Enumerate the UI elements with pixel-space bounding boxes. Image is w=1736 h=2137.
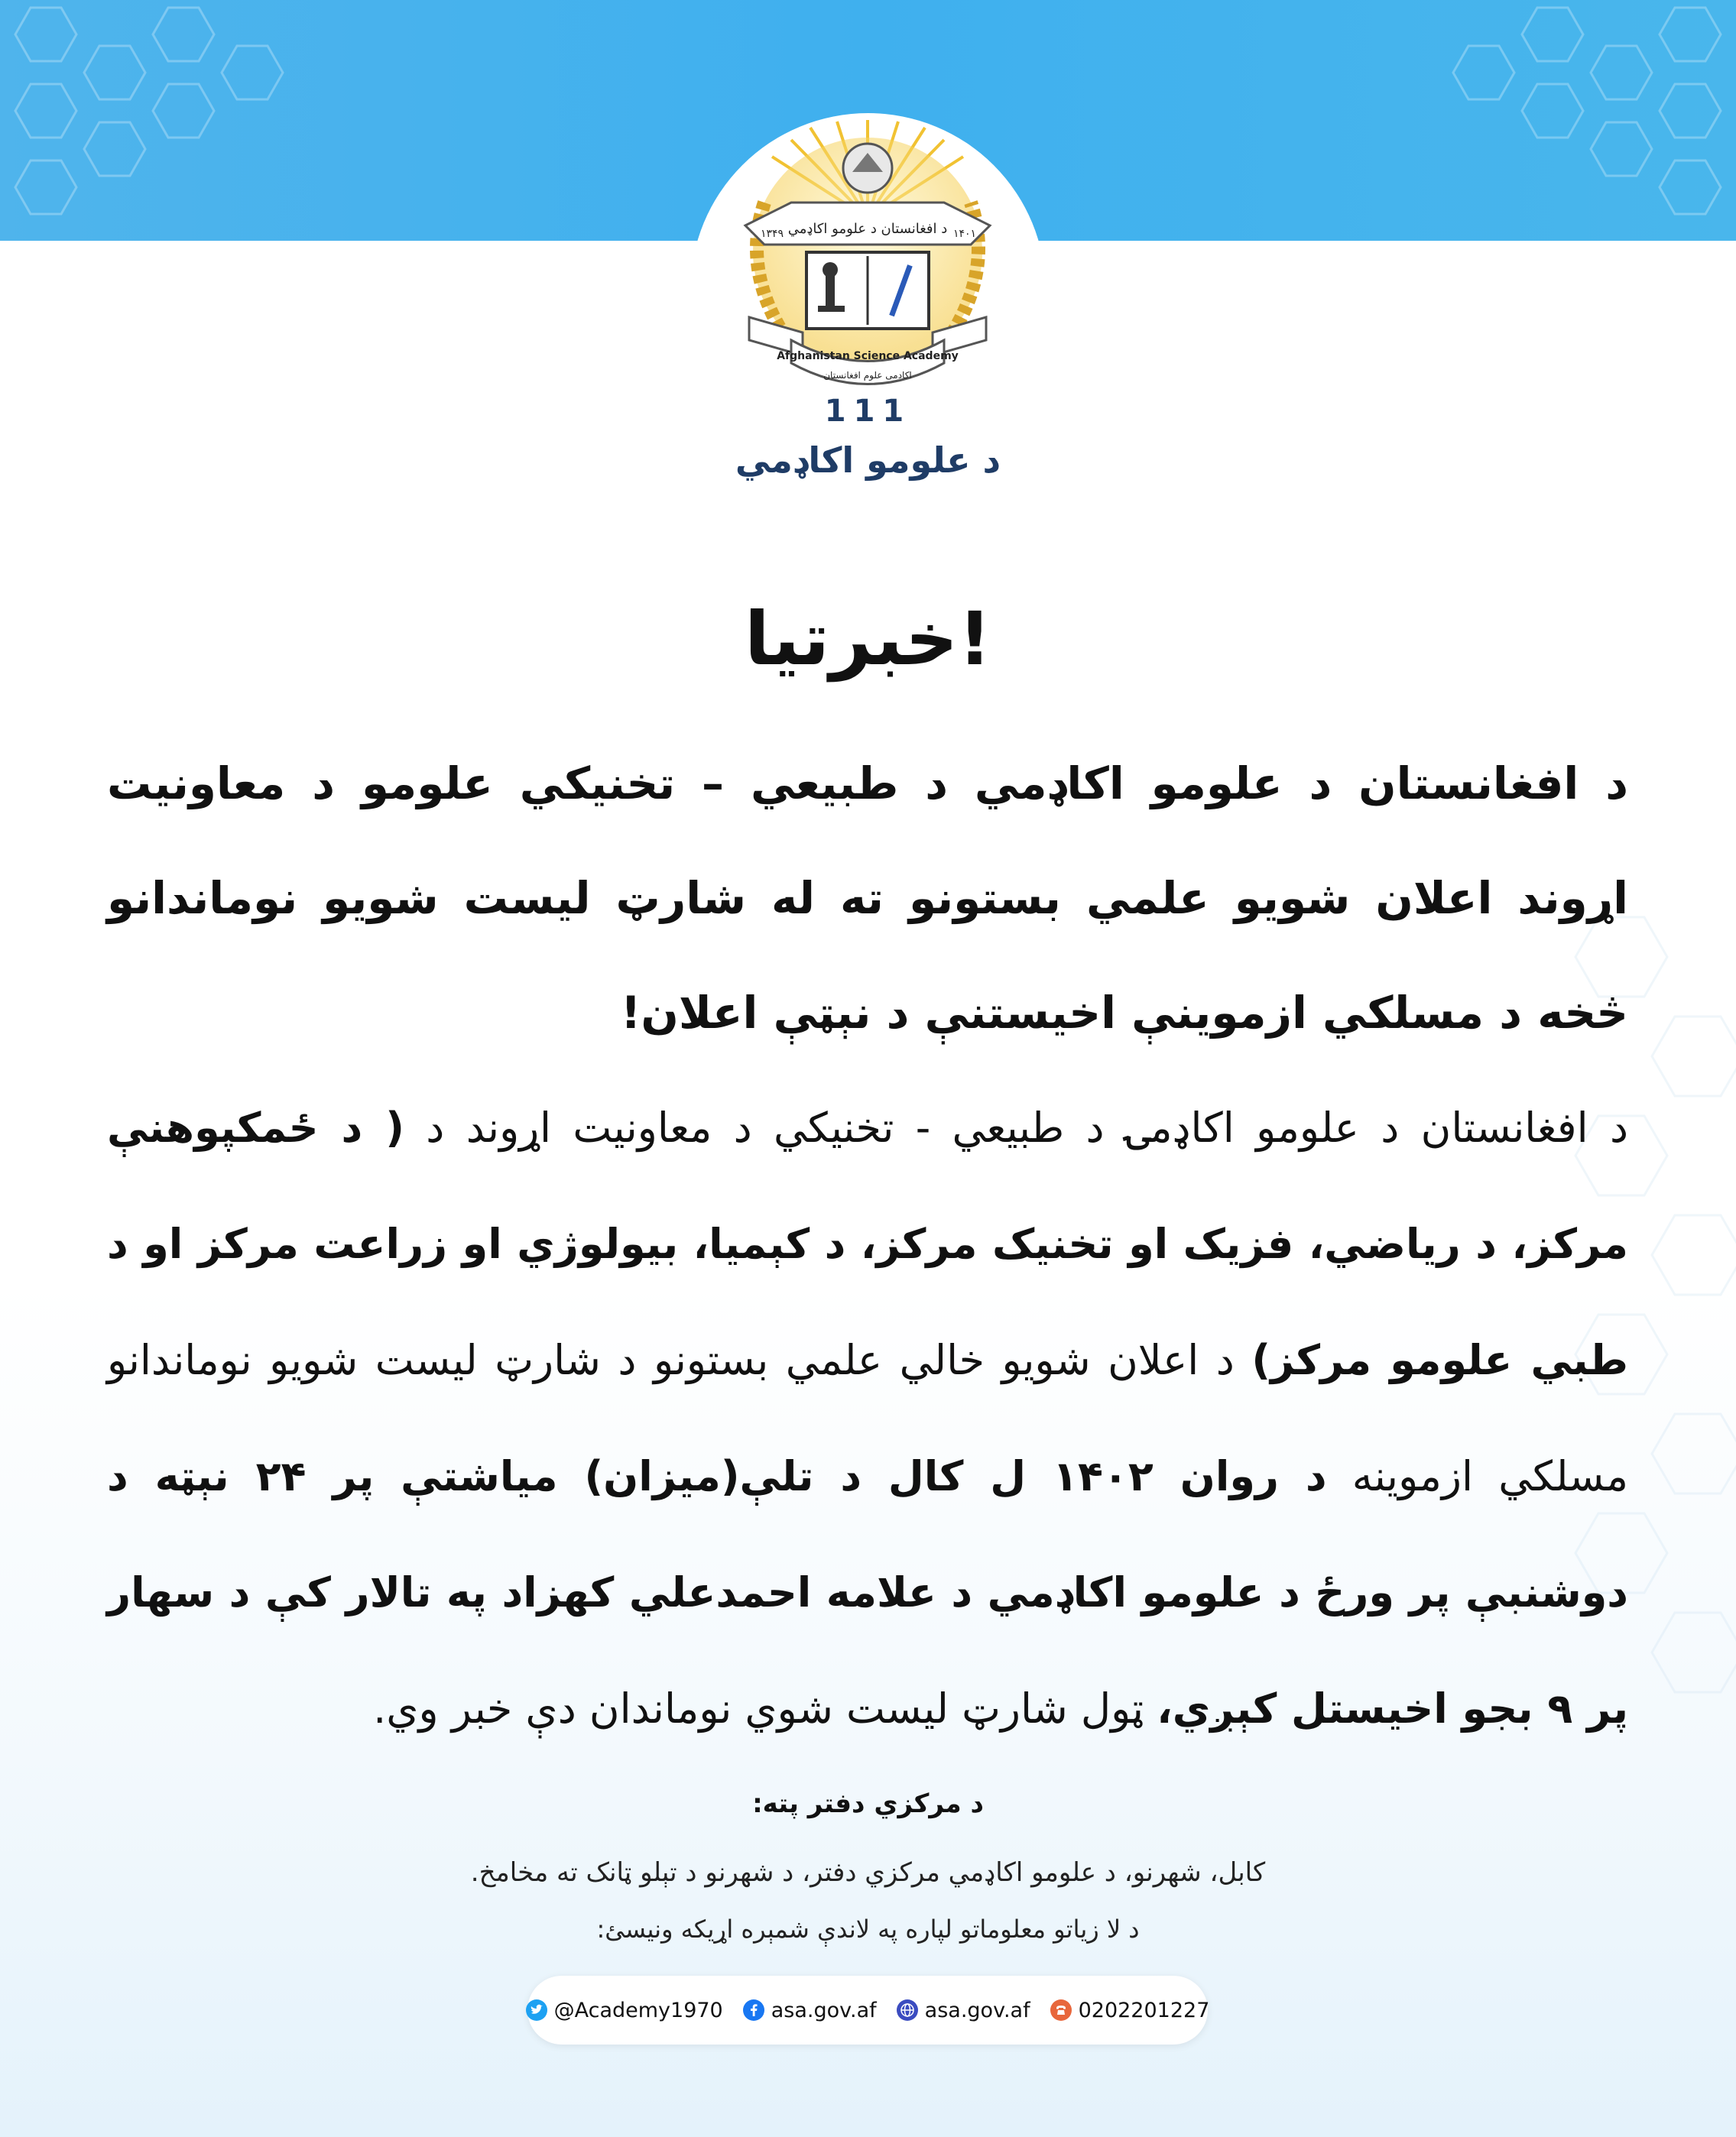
- hexagon-pattern-left: [0, 0, 428, 241]
- contact-twitter-text: @Academy1970: [553, 1998, 723, 2022]
- lead-paragraph: د افغانستان د علومو اکاډمي د طبیعي – تخنیکي علومو د معاونیت اړوند اعلان شویو علمي بستونو ته له شارټ لیست شویو نوماندانو څخه د مسلکي ازموینې اخیستنې د نېټې اعلان!: [107, 757, 1628, 1039]
- org-mark: 111: [824, 394, 912, 429]
- contact-facebook[interactable]: [743, 1999, 877, 2022]
- body-bold-date: د روان ۱۴۰۲ ل کال د تلې(میزان) میاشتې پر ۲۴ نېټه د دوشنبې پر ورځ د علومو اکاډمي د علامه احمدعلي کهزاد په تالار کې د سهار پر ۹ بجو اخیستل کېږي،: [107, 1452, 1628, 1733]
- contact-phone-text: 0202201227: [1078, 1998, 1210, 2022]
- twitter-icon: [526, 1999, 547, 2021]
- contact-phone[interactable]: [1050, 1999, 1210, 2022]
- page-title: خبرتیا!: [744, 596, 992, 682]
- academy-seal-logo: [719, 111, 1017, 394]
- seal-text-bottom: Afghanistan Science Academy: [777, 350, 959, 362]
- office-address-label: د مرکزي دفتر پته:: [752, 1788, 984, 1819]
- seal-text-top: د افغانستان د علومو اکاډمي: [787, 221, 948, 237]
- seal-text-bottom-fa: اکادمی علوم افغانستان: [823, 370, 912, 381]
- seal-year-left: ۱۳۴۹: [760, 228, 784, 240]
- article-body: [107, 726, 1628, 1767]
- contact-note: د لا زیاتو معلوماتو لپاره په لاندې شمېره اړیکه ونیسئ:: [596, 1915, 1140, 1944]
- contact-website[interactable]: [897, 1999, 1030, 2022]
- contact-twitter[interactable]: [526, 1999, 723, 2022]
- facebook-icon: [743, 1999, 764, 2021]
- body-text-1: د افغانستان د علومو اکاډمۍ د طبیعي - تخنیکي د معاونیت اړوند د: [404, 1104, 1629, 1152]
- contact-facebook-text: asa.gov.af: [771, 1998, 877, 2022]
- seal-year-right: ۱۴۰۱: [952, 228, 977, 240]
- body-text-2: د اعلان شویو خالي علمي بستونو د شارټ لیست شویو نوماندانو مسلکي ازموینه: [107, 1336, 1629, 1500]
- office-address: کابل، شهرنو، د علومو اکاډمي مرکزي دفتر، د شهرنو د تېلو ټانک ته مخامخ.: [470, 1857, 1266, 1888]
- org-name: د علومو اکاډمي: [735, 439, 1001, 481]
- contact-bar: [527, 1976, 1208, 2045]
- globe-icon: [897, 1999, 918, 2021]
- hexagon-pattern-right: [1308, 0, 1736, 241]
- body-bold-centers: ( د ځمکپوهنې مرکز، د ریاضي، فزیک او تخنیک مرکز، د کېمیا، بیولوژي او زراعت مرکز او د طبي علومو مرکز): [107, 1104, 1628, 1384]
- body-text-3: ټول شارټ لیست شوي نوماندان دې خبر وي.: [373, 1685, 1157, 1733]
- phone-icon: [1050, 1999, 1072, 2021]
- contact-website-text: asa.gov.af: [924, 1998, 1030, 2022]
- body-paragraph: [107, 1070, 1628, 1767]
